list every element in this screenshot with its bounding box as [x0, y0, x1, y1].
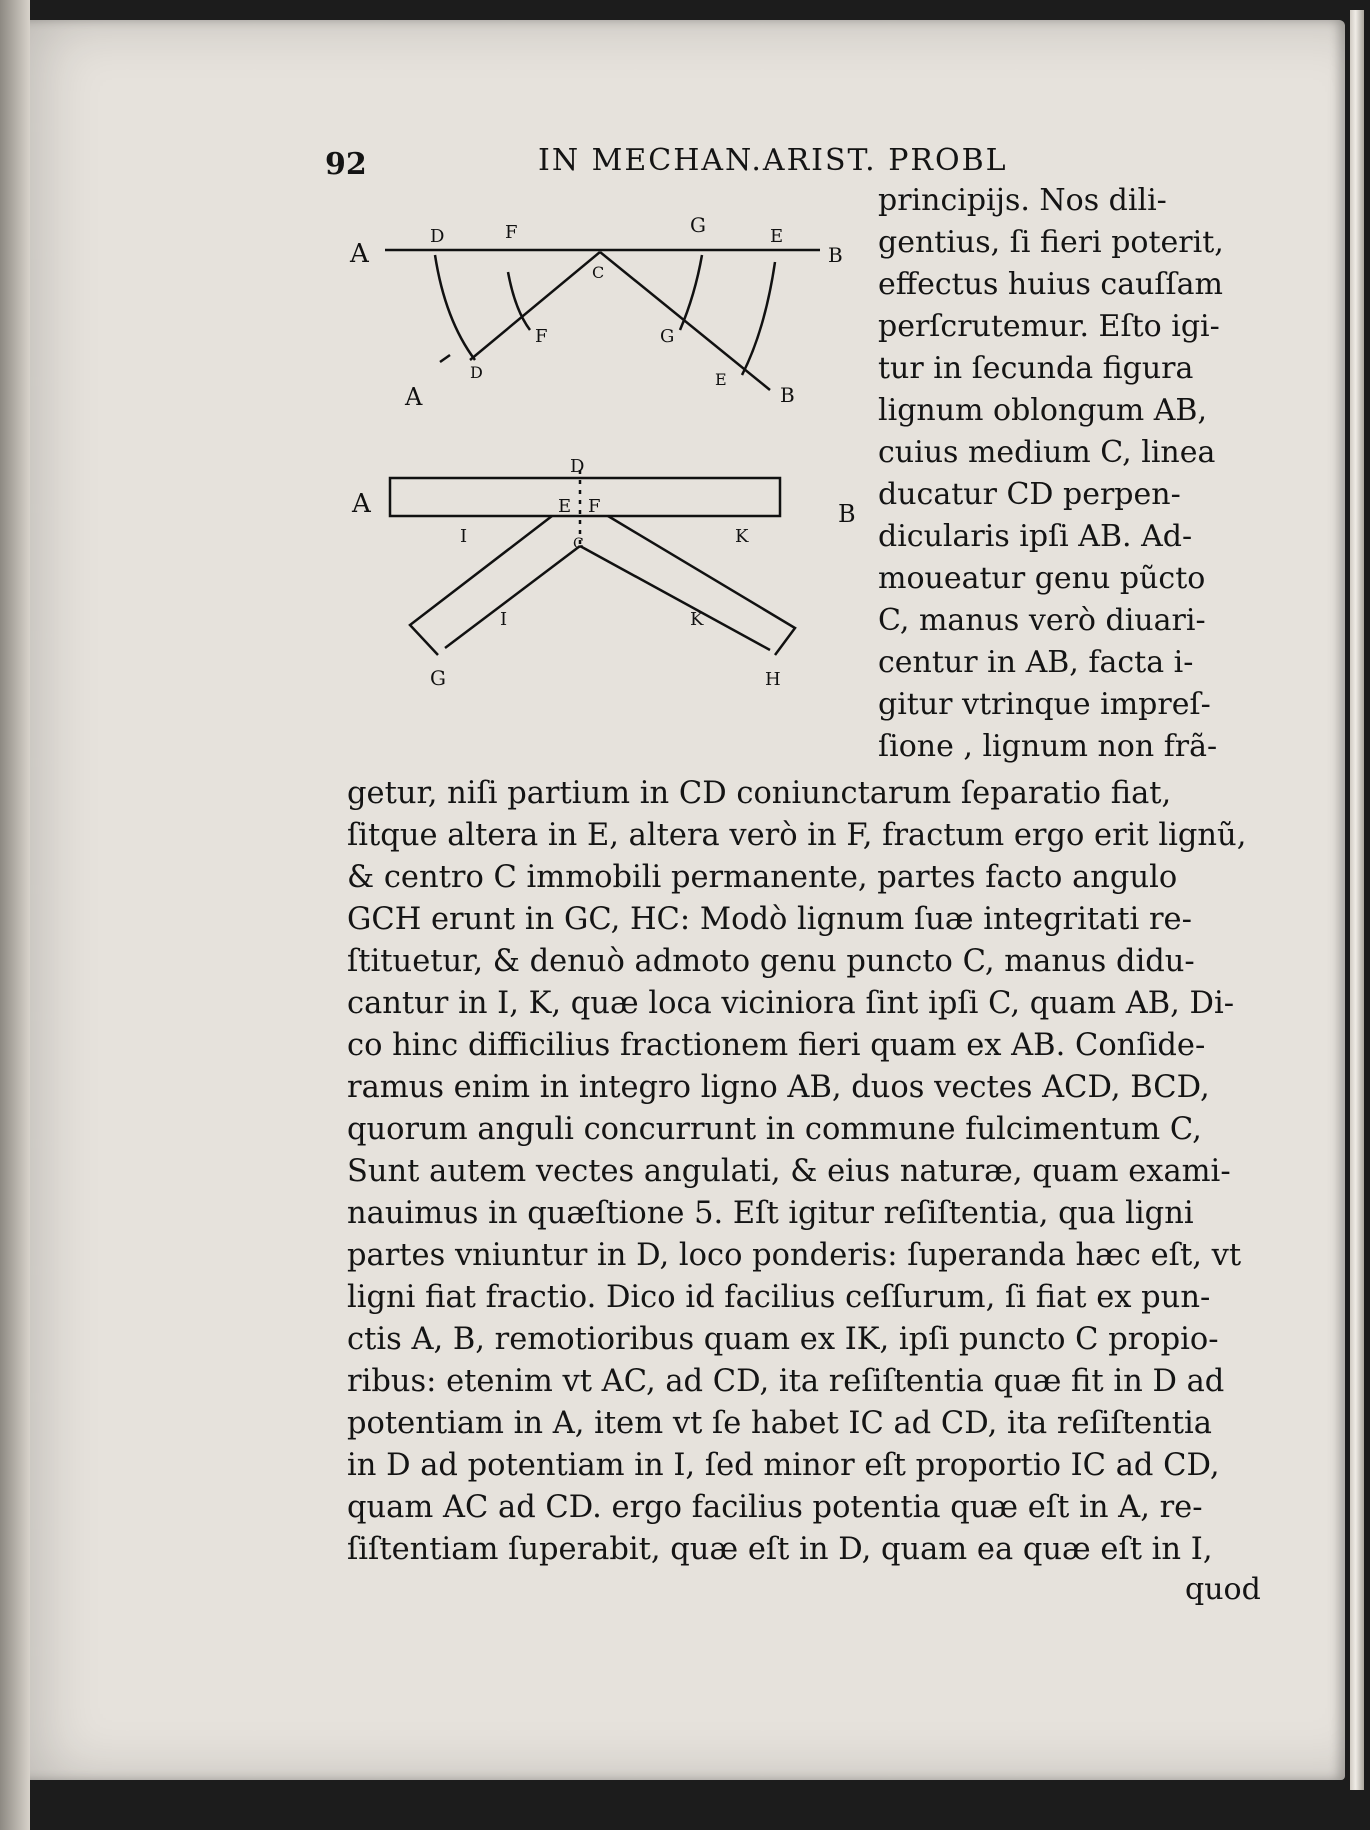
label-d: D — [430, 226, 445, 247]
label-i-arm: I — [500, 609, 508, 630]
body-line: partes vniuntur in D, loco ponderis: ſuperanda hæc eſt, vt — [347, 1238, 1242, 1273]
beam-ab — [390, 478, 780, 516]
body-line: nauimus in quæſtione 5. Eſt igitur reſiſtentia, qua ligni — [347, 1196, 1194, 1231]
body-line: Sunt autem vectes angulati, & eius naturæ, quam exami- — [347, 1154, 1231, 1189]
running-head: IN MECHAN.ARIST. PROBL — [538, 143, 1008, 178]
label-f: F — [588, 496, 601, 517]
body-line: quam AC ad CD. ergo facilius potentia quæ eſt in A, re- — [347, 1490, 1203, 1525]
arm-right-outer — [608, 516, 795, 655]
label-i: I — [460, 526, 468, 547]
figure-bottom — [330, 450, 870, 710]
column-line: moueatur genu pũcto — [878, 561, 1206, 596]
label-c: C — [592, 263, 605, 282]
label-f: F — [505, 222, 518, 243]
body-line: ſtituetur, & denuò admoto genu puncto C, manus didu- — [347, 944, 1195, 979]
label-d-low: D — [470, 363, 483, 382]
page-number: 92 — [325, 147, 367, 182]
body-line: co hinc difficilius fractionem fieri quam ex AB. Conſide- — [347, 1028, 1206, 1063]
body-line: ſiſtentiam ſuperabit, quæ eſt in D, quam ea quæ eſt in I, — [347, 1532, 1213, 1567]
label-g: G — [690, 213, 706, 237]
label-b: B — [838, 500, 856, 528]
label-f-low: F — [535, 326, 548, 347]
body-line: ſitque altera in E, altera verò in F, fractum ergo erit lignũ, — [347, 818, 1247, 853]
body-line: & centro C immobili permanente, partes facto angulo — [347, 860, 1178, 895]
body-line: cantur in I, K, quæ loca viciniora ſint ipſi C, quam AB, Di- — [347, 986, 1235, 1021]
arc-e — [742, 262, 775, 375]
arm-left-outer — [410, 516, 552, 655]
label-d: D — [570, 456, 585, 477]
tick-a — [440, 355, 450, 362]
column-line: gentius, ſi fieri poterit, — [878, 225, 1224, 260]
column-line: perſcrutemur. Eſto igi- — [878, 309, 1220, 344]
body-line: quorum anguli concurrunt in commune fulcimentum C, — [347, 1112, 1202, 1147]
label-h: H — [765, 669, 781, 690]
column-line: effectus huius cauſſam — [878, 267, 1223, 302]
column-line: tur in ſecunda figura — [878, 351, 1194, 386]
label-a: A — [350, 239, 369, 269]
column-line: dicularis ipſi AB. Ad- — [878, 519, 1193, 554]
body-line: potentiam in A, item vt ſe habet IC ad CD, ita reſiſtentia — [347, 1406, 1212, 1441]
body-line: GCH erunt in GC, HC: Modò lignum ſuæ integritati re- — [347, 902, 1192, 937]
column-line: ducatur CD perpen- — [878, 477, 1181, 512]
column-line: ſione , lignum non frã- — [878, 729, 1218, 764]
page-edge — [1350, 10, 1364, 1790]
arc-d — [435, 255, 475, 360]
column-line: gitur vtrinque impreſ- — [878, 687, 1211, 722]
book-spine — [0, 0, 30, 1830]
column-line: cuius medium C, linea — [878, 435, 1216, 470]
body-line: ctis A, B, remotioribus quam ex IK, ipſi puncto C propio- — [347, 1322, 1219, 1357]
column-line: principijs. Nos dili- — [878, 183, 1167, 218]
label-c: C — [573, 536, 584, 552]
column-line: C, manus verò diuari- — [878, 603, 1206, 638]
label-b-low: B — [780, 383, 795, 407]
catchword: quod — [1185, 1572, 1261, 1607]
figure-top — [330, 200, 870, 420]
label-k-arm: K — [690, 609, 704, 630]
column-line: centur in AB, facta i- — [878, 645, 1194, 680]
label-a-low: A — [405, 383, 423, 411]
body-line: getur, niſi partium in CD coniunctarum ſeparatio fiat, — [347, 776, 1172, 811]
arm-right-inner — [580, 546, 770, 650]
label-g: G — [430, 666, 446, 690]
body-line: ribus: etenim vt AC, ad CD, ita reſiſtentia quæ fit in D ad — [347, 1364, 1225, 1399]
body-line: ramus enim in integro ligno AB, duos vectes ACD, BCD, — [347, 1070, 1210, 1105]
column-line: lignum oblongum AB, — [878, 393, 1208, 428]
label-a: A — [352, 489, 371, 519]
label-b: B — [828, 243, 843, 267]
body-line: in D ad potentiam in I, ſed minor eſt proportio IC ad CD, — [347, 1448, 1220, 1483]
label-g-low: G — [660, 326, 675, 347]
arm-left-inner — [445, 546, 580, 648]
label-e: E — [770, 226, 784, 247]
arc-f — [508, 272, 530, 330]
label-e-low: E — [715, 370, 727, 389]
arc-g — [680, 255, 702, 330]
body-line: ligni fiat fractio. Dico id facilius ceſſurum, ſi fiat ex pun- — [347, 1280, 1211, 1315]
label-k: K — [735, 526, 749, 547]
label-e: E — [558, 496, 572, 517]
